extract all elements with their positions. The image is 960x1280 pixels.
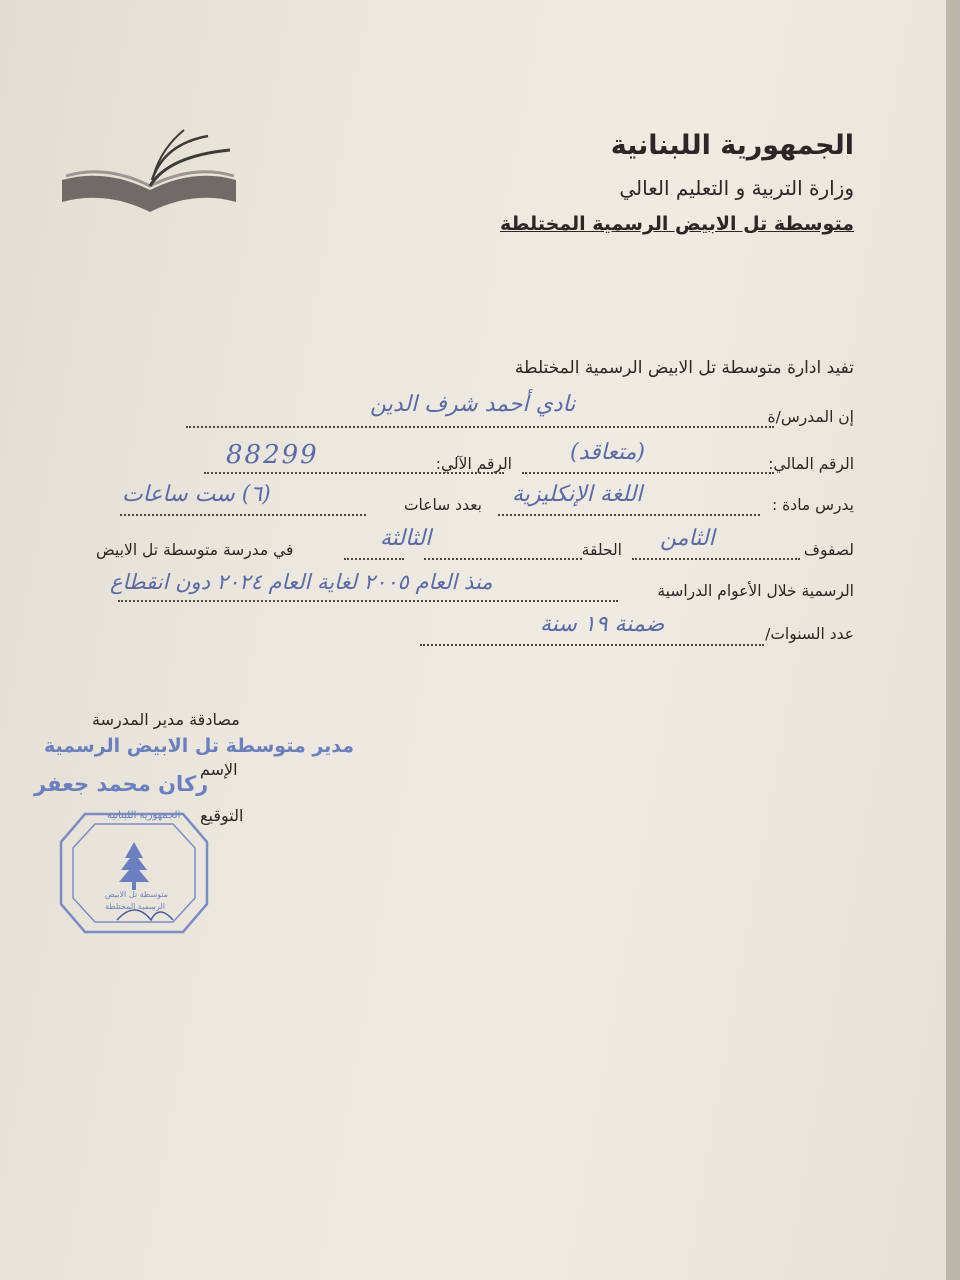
header-ministry: وزارة التربية و التعليم العالي: [619, 176, 854, 200]
auto-number-label: الرقم الآلي:: [435, 455, 512, 473]
intro-text: تفيد ادارة متوسطة تل الابيض الرسمية المختلطة: [514, 358, 854, 378]
header-school: متوسطة تل الابيض الرسمية المختلطة: [500, 213, 854, 235]
classes-label: لصفوف: [803, 541, 854, 559]
classes-value: الثامن: [660, 526, 715, 551]
years-count-dotted-line: [420, 644, 764, 646]
approval-name-label: الإسم: [200, 760, 238, 779]
years-count-value: ضمنة ١٩ سنة: [540, 612, 665, 637]
approval-title: مصادقة مدير المدرسة: [92, 710, 240, 729]
cycle-value: الثالثة: [380, 526, 432, 551]
subject-value: اللغة الإنكليزية: [512, 482, 643, 507]
hours-value: (٦) ست ساعات: [122, 482, 271, 507]
teacher-dotted-line: [186, 426, 774, 428]
open-book-logo-icon: [58, 128, 240, 214]
teacher-value: نادي أحمد شرف الدين: [370, 392, 576, 417]
financial-number-label: الرقم المالي:: [768, 455, 854, 473]
hours-label: بعدد ساعات: [403, 496, 482, 514]
years-dotted-line: [118, 600, 618, 602]
subject-label: يدرس مادة :: [772, 496, 854, 514]
classes-dotted-line: [632, 558, 800, 560]
teacher-label: إن المدرس/ة: [767, 408, 854, 426]
page-edge-shadow: [946, 0, 960, 1280]
school-label: في مدرسة متوسطة تل الابيض: [96, 541, 294, 559]
years-value: منذ العام ٢٠٠٥ لغاية العام ٢٠٢٤ دون انقطاع: [110, 570, 493, 594]
seal-frame-icon: [55, 808, 213, 938]
subject-dotted-line: [498, 514, 760, 516]
hours-dotted-line: [120, 514, 366, 516]
cycle-dotted-line: [424, 558, 582, 560]
header-republic: الجمهورية اللبنانية: [610, 130, 854, 161]
seal-outer-text: الجمهورية اللبنانية: [107, 810, 181, 821]
years-count-label: عدد السنوات/: [765, 625, 854, 643]
auto-number-dotted-line: [204, 472, 504, 474]
director-stamp-name: ركان محمد جعفر: [34, 772, 209, 796]
director-stamp-title: مدير متوسطة تل الابيض الرسمية: [44, 735, 355, 757]
auto-number-value: 88299: [226, 440, 319, 470]
approval-sign-label: التوقيع: [200, 806, 244, 825]
official-seal: [55, 808, 213, 938]
seal-inner-text-1: متوسطة تل الابيض: [105, 890, 168, 899]
financial-number-value: (متعاقد): [570, 440, 645, 465]
seal-inner-text-2: الرسمية المختلطة: [105, 902, 166, 911]
financial-dotted-line: [522, 472, 774, 474]
years-label: الرسمية خلال الأعوام الدراسية: [657, 582, 854, 600]
cycle-dotted-line-2: [344, 558, 404, 560]
cycle-label: الحلقة: [581, 541, 622, 559]
